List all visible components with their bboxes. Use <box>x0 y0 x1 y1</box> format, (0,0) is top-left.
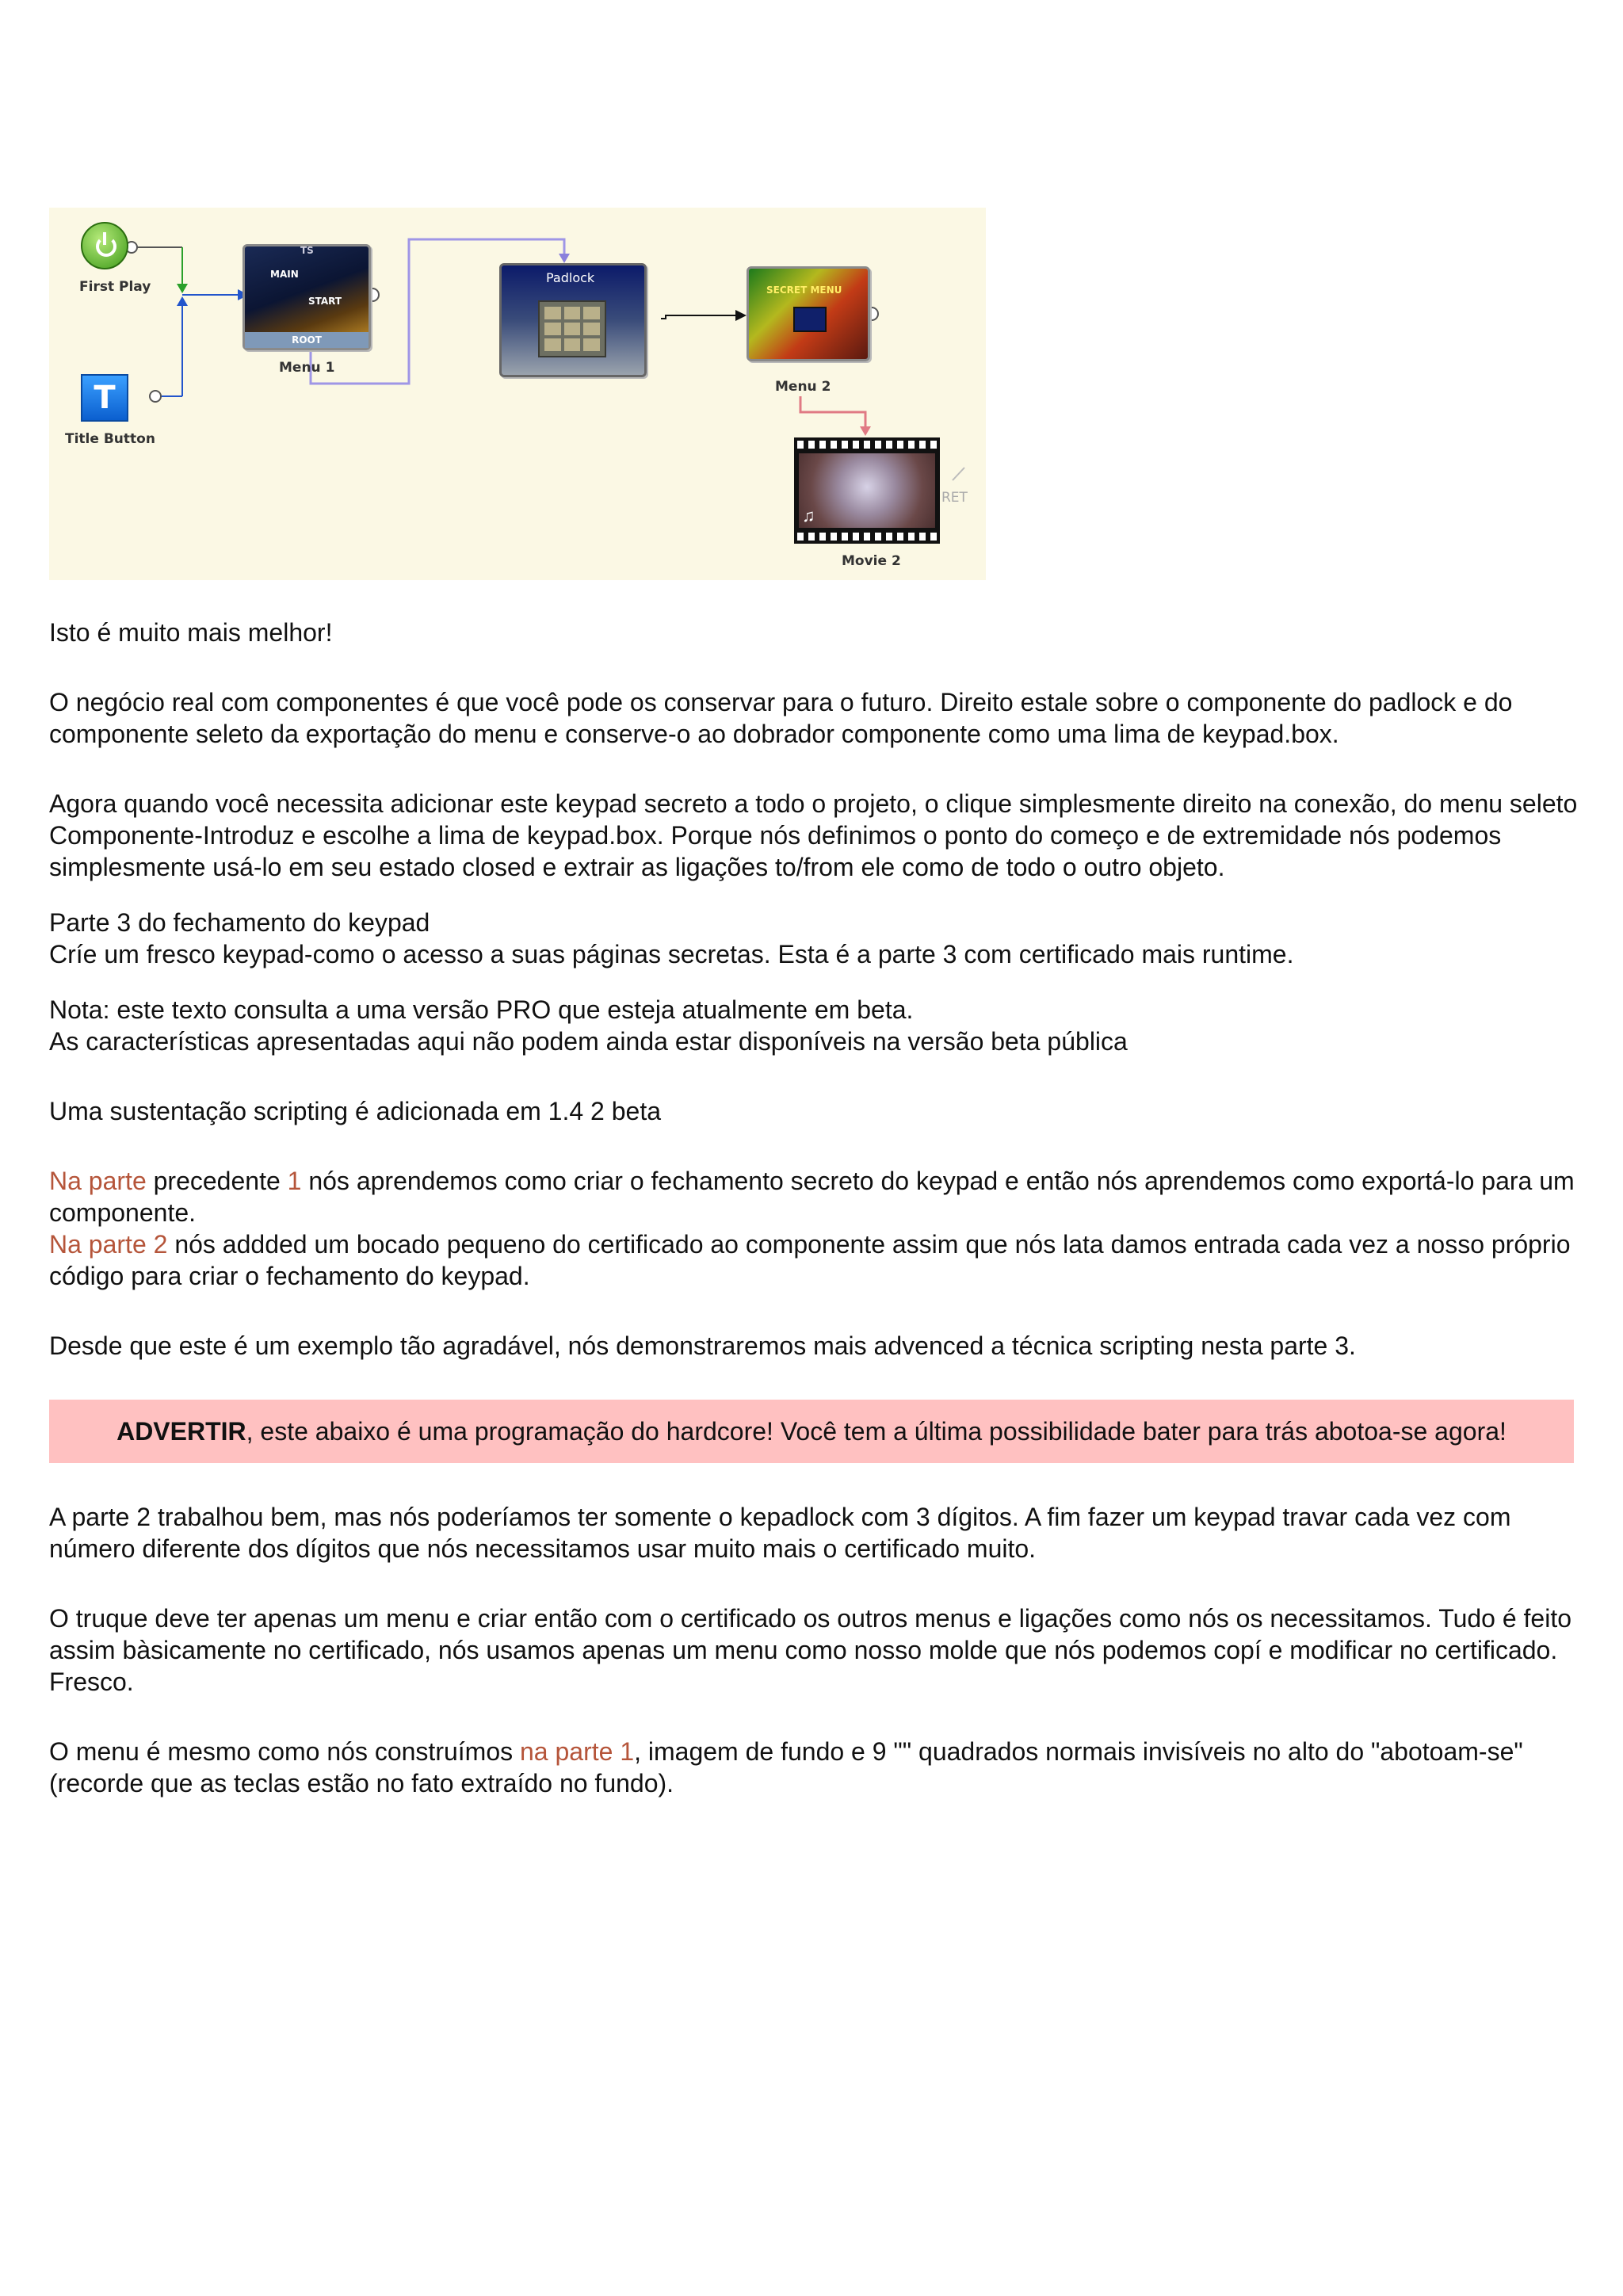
arrow-menu2 <box>735 310 747 321</box>
ret-arrow <box>953 468 964 480</box>
text-button-icon <box>81 374 128 422</box>
menu2-node[interactable] <box>747 266 870 361</box>
link-na-parte-1[interactable]: na parte 1 <box>520 1737 635 1766</box>
p11-text-1: O menu é mesmo como nós construímos <box>49 1737 520 1766</box>
menu2-item-secret: SECRET MENU <box>766 285 842 296</box>
arrow-movie2 <box>860 426 871 436</box>
title-button-glyph: T <box>94 380 116 416</box>
menu1-item-start: START <box>308 296 342 307</box>
padlock-node[interactable] <box>499 263 647 377</box>
paragraph-10: O truque deve ter apenas um menu e criar então com o certificado os outros menus e ligações como nós os necessitamos. Tudo é feito assim bàsicamente no certificado, nós usamos apenas um menu como nosso molde que nós podemos copí e modificar no certificado. Fresco. <box>49 1604 1572 1696</box>
p7-text-3: nós addded um bocado pequeno do certificado ao componente assim que nós lata damos entrada cada vez a nosso próprio código para criar o fechamento do keypad. <box>49 1230 1571 1290</box>
paragraph-3: Agora quando você necessita adicionar este keypad secreto a todo o projeto, o clique simplesmente direito na conexão, do menu seleto Componente-Introduz e escolhe a lima de keypad.box. Porque nós definimos o ponto do começo e de extremidade nós podemos simplesmente usá-lo em seu estado closed e extrair as ligações to/from ele como de todo o outro objeto. <box>49 789 1578 881</box>
warning-box <box>49 1400 1574 1463</box>
p11-text-2: , imagem de fundo e 9 "" quadrados normais invisíveis no alto do "abotoam-se" (recorde que as teclas estão no fato extraído no fundo). <box>49 1737 1523 1797</box>
paragraph-9: A parte 2 trabalhou bem, mas nós poderíamos ter somente o kepadlock com 3 dígitos. A fim fazer um keypad travar cada vez com número diferente dos dígitos que nós necessitamos usar muito mais o certificado muito. <box>49 1503 1511 1563</box>
note-line-1: Nota: este texto consulta a uma versão PRO que esteja atualmente em beta. <box>49 995 914 1024</box>
movie2-ret-label: RET <box>941 490 968 506</box>
film-strip-top <box>797 441 937 449</box>
title-button-label: Title Button <box>65 431 155 447</box>
wire-padlock-menu2 <box>661 315 737 319</box>
arrow-first-play <box>177 284 188 293</box>
flow-diagram <box>49 208 986 580</box>
link-na-parte[interactable]: Na parte <box>49 1167 147 1195</box>
title-button-node[interactable] <box>81 374 128 422</box>
paragraph-1: Isto é muito mais melhor! <box>49 618 333 647</box>
film-strip-bottom <box>797 533 937 541</box>
menu1-label: Menu 1 <box>279 360 335 376</box>
first-play-label: First Play <box>79 279 151 295</box>
menu1-root-bar <box>245 332 369 348</box>
port-title-button <box>150 391 161 402</box>
menu1-item-root: ROOT <box>292 334 322 346</box>
section-subheading: Críe um fresco keypad-como o acesso a suas páginas secretas. Esta é a parte 3 com certificado mais runtime. <box>49 940 1294 968</box>
first-play-node[interactable] <box>81 222 128 269</box>
paragraph-4 <box>49 907 1587 970</box>
menu1-item-main: MAIN <box>270 269 299 280</box>
p7-text-2: nós aprendemos como criar o fechamento secreto do keypad e então nós aprendemos como exportá-lo para um componente. <box>49 1167 1575 1227</box>
menu1-top-text: TS <box>300 245 314 256</box>
movie2-node[interactable] <box>794 437 940 544</box>
paragraph-6: Uma sustentação scripting é adicionada em 1.4 2 beta <box>49 1097 662 1125</box>
link-part-2[interactable]: Na parte 2 <box>49 1230 168 1259</box>
article-body <box>49 617 1587 1799</box>
music-note-icon: ♫ <box>802 506 815 525</box>
p7-text-1: precedente <box>146 1167 288 1195</box>
menu2-label: Menu 2 <box>775 379 831 395</box>
menu2-center-box <box>793 307 827 332</box>
note-line-2: As características apresentadas aqui não podem ainda estar disponíveis na versão beta pública <box>49 1027 1128 1056</box>
paragraph-2: O negócio real com componentes é que você pode os conservar para o futuro. Direito estale sobre o componente do padlock e do componente seleto da exportação do menu e conserve-o ao dobrador componente como uma lima de keypad.box. <box>49 688 1513 748</box>
arrow-padlock <box>559 254 570 263</box>
keypad-icon <box>538 300 606 357</box>
power-icon <box>81 222 128 269</box>
arrow-title-button <box>177 296 188 306</box>
wire-menu2-movie2 <box>800 396 865 430</box>
warning-bold: ADVERTIR <box>116 1417 246 1446</box>
paragraph-5 <box>49 994 1587 1057</box>
warning-text: , este abaixo é uma programação do hardcore! Você tem a última possibilidade bater para trás abotoa-se agora! <box>246 1417 1507 1446</box>
movie2-label: Movie 2 <box>842 553 901 569</box>
paragraph-8: Desde que este é um exemplo tão agradável, nós demonstraremos mais advenced a técnica scripting nesta parte 3. <box>49 1331 1356 1360</box>
menu1-node[interactable] <box>242 244 371 350</box>
section-heading: Parte 3 do fechamento do keypad <box>49 908 430 937</box>
paragraph-7 <box>49 1165 1587 1292</box>
padlock-title: Padlock <box>546 270 595 285</box>
paragraph-11 <box>49 1736 1587 1799</box>
link-part-1[interactable]: 1 <box>287 1167 302 1195</box>
movie-frame <box>799 453 935 528</box>
